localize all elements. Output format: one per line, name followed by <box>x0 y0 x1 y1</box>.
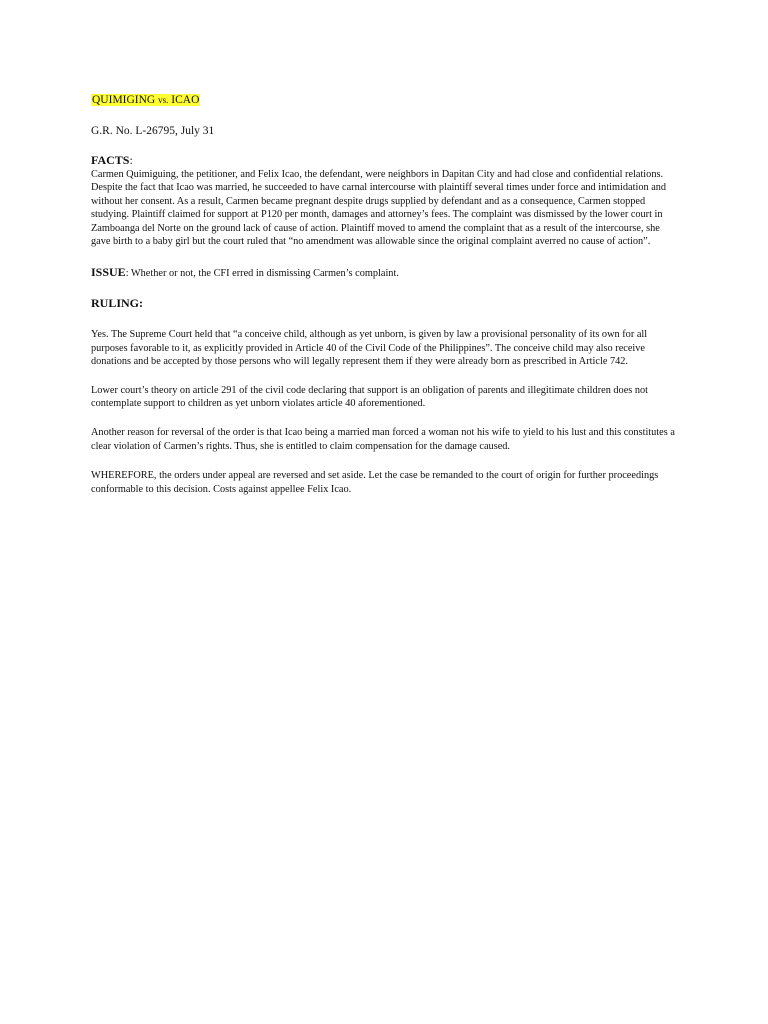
title-vs: vs. <box>158 95 169 105</box>
ruling-paragraph: Another reason for reversal of the order is that Icao being a married man forced a woman not his wife to yield to his lust and this constitutes a clear violation of Carmen’s rights. Thus, she is entitled to claim compensation for the damage caused. <box>91 427 675 452</box>
ruling-paragraph: Lower court’s theory on article 291 of the civil code declaring that support is an obligation of parents and illegitimate children does not contemplate support to children as yet unborn violates article 40 aforementioned. <box>91 384 649 410</box>
facts-heading-line <box>91 153 681 168</box>
title-left: QUIMIGING <box>92 94 156 106</box>
ruling-paragraph: WHEREFORE, the orders under appeal are reversed and set aside. Let the case be remanded to the court of origin for further proceedings conformable to this decision. Costs against appellee Felix Icao. <box>91 470 659 495</box>
facts-body: Carmen Quimiguing, the petitioner, and Felix Icao, the defendant, were neighbors in Dapitan City and had close and confidential relations. Despite the fact that Icao was married, he succeeded to have carnal intercourse with plaintiff several times under force and intimidation and without her consent. As a result, Carmen became pregnant despite drugs supplied by defendant and as a consequence, Carmen stopped studying. Plaintiff claimed for support at P120 per month, damages and attorney’s fees. The complaint was dismissed by the lower court in Zamboanga del Norte on the ground lack of cause of action. Plaintiff moved to amend the complaint that as a result of the intercourse, she gave birth to a baby girl but the court ruled that “no amendment was allowable since the original complaint averred no cause of action”. <box>91 169 667 248</box>
title-highlight <box>91 94 200 106</box>
document-page <box>91 92 681 496</box>
ruling-heading: RULING: <box>91 296 144 311</box>
ruling-heading-line <box>91 296 681 311</box>
facts-heading: FACTS <box>91 153 130 167</box>
title-right: ICAO <box>171 94 200 106</box>
issue-heading: ISSUE <box>91 265 126 280</box>
gr-number: G.R. No. L-26795, July 31 <box>91 125 215 137</box>
ruling-paragraph: Yes. The Supreme Court held that “a conceive child, although as yet unborn, is given by law a provisional personality of its own for all purposes favorable to it, as explicitly provided in Article 40 of the Civil Code of the Philippines”. The conceive child may also receive donations and be accepted by those persons who will legally represent them if they were already born as prescribed in Article 742. <box>91 329 648 368</box>
case-title <box>91 92 681 109</box>
issue-text: : Whether or not, the CFI erred in dismissing Carmen’s complaint. <box>125 268 399 280</box>
issue-line <box>91 265 681 281</box>
facts-colon: : <box>129 153 133 167</box>
